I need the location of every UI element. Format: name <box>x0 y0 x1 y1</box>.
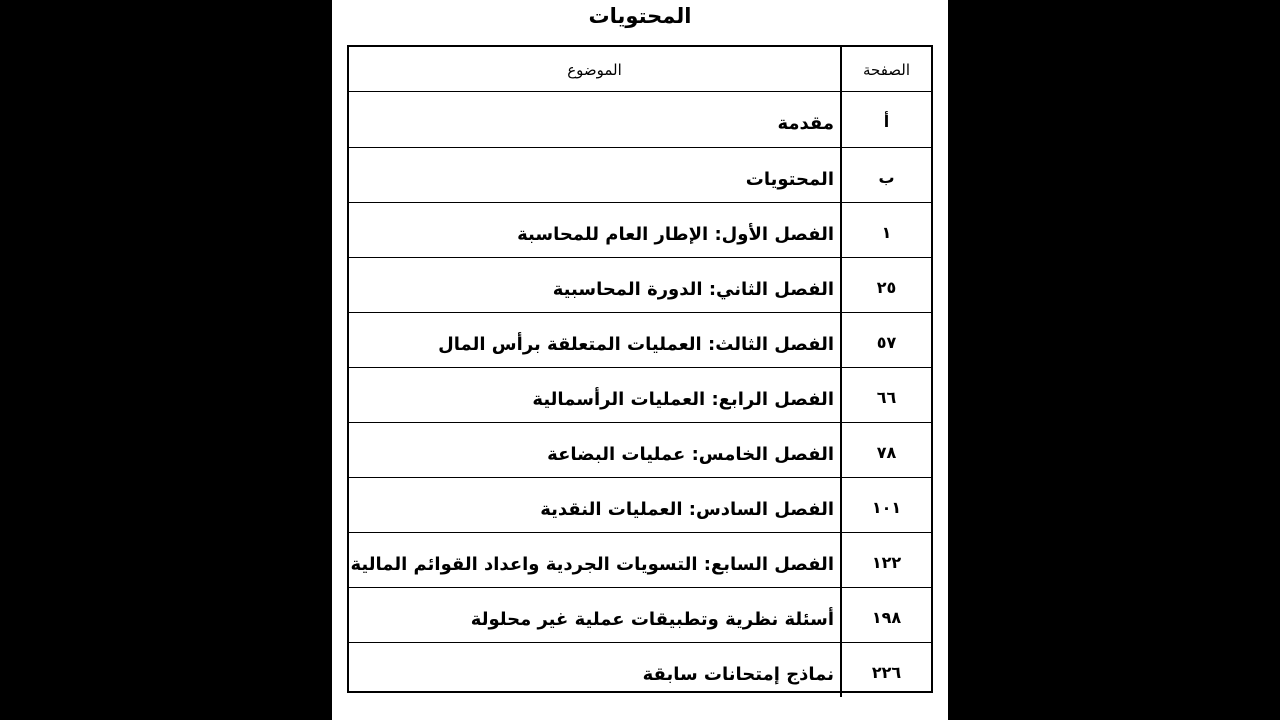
table-row <box>349 257 931 312</box>
topic-title: الفصل الأول: الإطار العام للمحاسبة <box>517 223 834 245</box>
page-number: ٦٦ <box>840 368 931 422</box>
page-number: أ <box>840 92 931 147</box>
page-number: ١٢٢ <box>840 533 931 587</box>
table-row <box>349 147 931 202</box>
table-row <box>349 477 931 532</box>
table-row <box>349 532 931 587</box>
page-number: ١٠١ <box>840 478 931 532</box>
table-row <box>349 642 931 697</box>
topic-title: الفصل الخامس: عمليات البضاعة <box>547 443 834 465</box>
page-number: ١٩٨ <box>840 588 931 642</box>
table-row <box>349 92 931 147</box>
table-header-row <box>349 47 931 92</box>
table-row <box>349 587 931 642</box>
topic-title: الفصل الرابع: العمليات الرأسمالية <box>532 388 834 410</box>
page-number: ٢٢٦ <box>840 643 931 697</box>
topic-title: الفصل الثالث: العمليات المتعلقة برأس المال <box>438 333 834 355</box>
table-row <box>349 202 931 257</box>
topic-title: الفصل السابع: التسويات الجردية واعداد القوائم المالية <box>350 553 834 575</box>
page-number: ٧٨ <box>840 423 931 477</box>
topic-title: الفصل الثاني: الدورة المحاسبية <box>552 278 834 300</box>
page-number: ١ <box>840 203 931 257</box>
header-page-column: الصفحة <box>840 47 931 91</box>
table-row <box>349 367 931 422</box>
topic-title: أسئلة نظرية وتطبيقات عملية غير محلولة <box>470 608 834 630</box>
header-topic-column: الموضوع <box>567 61 622 79</box>
topic-title: نماذج إمتحانات سابقة <box>642 663 834 685</box>
topic-title: الفصل السادس: العمليات النقدية <box>540 498 834 520</box>
page-number: ٥٧ <box>840 313 931 367</box>
page-number: ٢٥ <box>840 258 931 312</box>
table-row <box>349 422 931 477</box>
topic-title: المحتويات <box>745 168 834 190</box>
page-number: ب <box>840 148 931 202</box>
page-title: المحتويات <box>588 4 692 28</box>
topic-title: مقدمة <box>777 113 834 134</box>
table-row <box>349 312 931 367</box>
contents-table <box>347 45 933 693</box>
document-page <box>332 0 948 720</box>
